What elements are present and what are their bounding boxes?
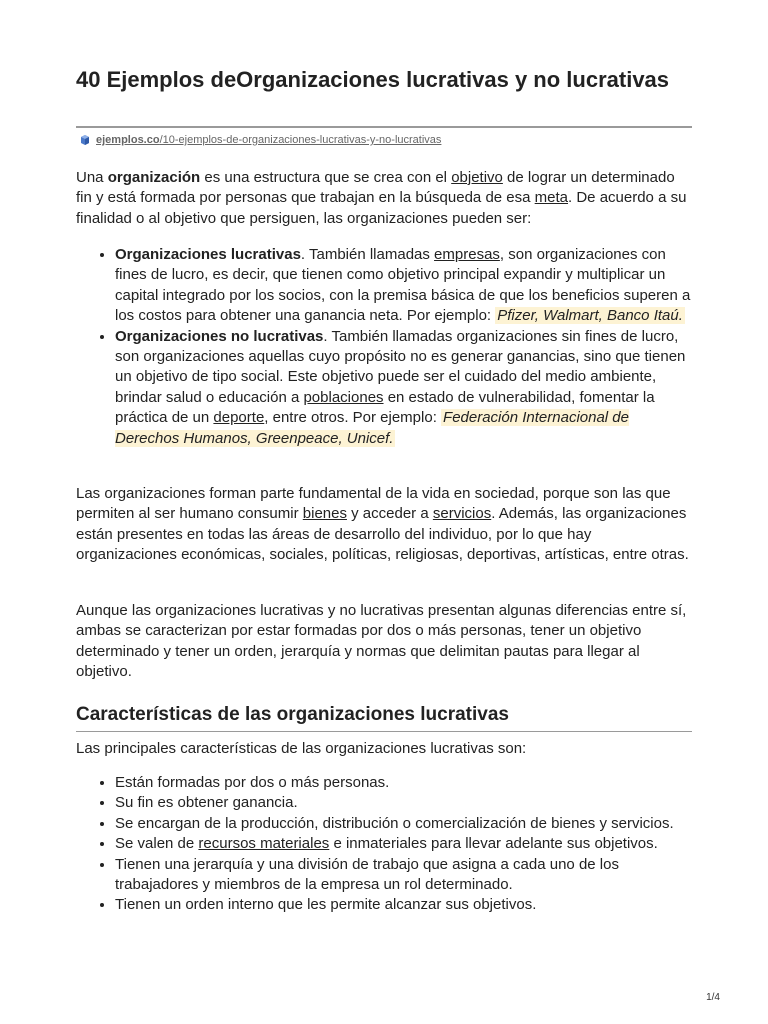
link-servicios[interactable]: servicios xyxy=(432,505,492,523)
organization-types-list-wrap xyxy=(76,245,692,449)
source-domain: ejemplos.co xyxy=(96,134,160,146)
site-favicon-icon xyxy=(78,133,92,147)
para2-text-1: Las organizaciones forman parte fundamental de la vida en sociedad, porque son las que permiten al ser humano consumir xyxy=(76,485,671,523)
source-link[interactable] xyxy=(96,132,441,148)
examples-highlight: Pfizer, Walmart, Banco Itaú. xyxy=(497,307,683,325)
section-intro xyxy=(76,739,692,759)
link-meta[interactable]: meta xyxy=(534,189,569,207)
para2-text-3: . Además, las organizaciones están presentes en todas las áreas de desarrollo del individuo, por lo que hay organizaciones económicas, sociales, políticas, religiosas, deportivas, artísticas, entre otras. xyxy=(76,505,689,564)
para3-text: Aunque las organizaciones lucrativas y no lucrativas presentan algunas diferencias entre sí, ambas se caracterizan por estar formadas por dos o más personas, tener un objetivo determinado y tener un orden, jerarquía y normas que delimitan pautas para llegar al objetivo. xyxy=(76,602,687,681)
bullet-text: en estado de vulnerabilidad, fomentar la práctica de un xyxy=(115,388,655,427)
intro-text-1: Una xyxy=(76,169,108,186)
link-poblaciones[interactable]: poblaciones xyxy=(303,388,384,406)
examples-highlight: Federación Internacional de Derechos Humanos, Greenpeace, Unicef. xyxy=(115,409,629,447)
source-link-row xyxy=(78,132,441,148)
list-item: • Tienen un orden interno que les permite alcanzar sus objetivos. xyxy=(115,895,692,915)
link-deporte[interactable]: deporte xyxy=(213,409,265,427)
page-title: 40 Ejemplos deOrganizaciones lucrativas y no lucrativas xyxy=(76,67,670,92)
item-text: Se valen de xyxy=(115,835,199,853)
term-lucrativas: Organizaciones lucrativas xyxy=(115,246,301,263)
list-item: • Su fin es obtener ganancia. xyxy=(115,793,692,813)
list-item-lucrativas xyxy=(115,245,692,327)
list-item: • Tienen una jerarquía y una división de trabajo que asigna a cada uno de los trabajadores y miembros de la empresa un rol determinado. xyxy=(115,855,692,896)
list-item xyxy=(115,834,692,854)
intro-paragraph xyxy=(76,168,692,229)
section-heading: Características de las organizaciones lucrativas xyxy=(76,704,509,725)
link-bienes[interactable]: bienes xyxy=(302,505,347,523)
bullet-text: , son organizaciones con fines de lucro, es decir, que tienen como objetivo principal expandir y multiplicar un capital integrado por los socios, con la premisa básica de que los beneficios superen a los costos para obtener una ganancia neta. Por ejemplo: xyxy=(115,246,691,325)
section-intro-text: Las principales características de las organizaciones lucrativas son: xyxy=(76,740,527,757)
list-item: • Se encargan de la producción, distribución o comercialización de bienes y servicios. xyxy=(115,814,692,834)
link-objetivo[interactable]: objetivo xyxy=(451,169,503,186)
characteristics-list-wrap xyxy=(76,773,692,916)
organization-types-list xyxy=(76,245,692,449)
item-text: e inmateriales para llevar adelante sus objetivos. xyxy=(329,835,658,853)
characteristics-list xyxy=(76,773,692,916)
page-number: 1/4 xyxy=(706,992,720,1003)
paragraph-2 xyxy=(76,484,692,566)
title-divider xyxy=(76,126,692,128)
source-path: /10-ejemplos-de-organizaciones-lucrativas-y-no-lucrativas xyxy=(159,134,442,146)
intro-text-2: es una estructura que se crea con el xyxy=(200,169,452,186)
list-item-no-lucrativas xyxy=(115,327,692,449)
intro-bold-term: organización xyxy=(107,169,201,186)
para2-text-2: y acceder a xyxy=(346,505,433,523)
list-item: • Están formadas por dos o más personas. xyxy=(115,773,692,793)
intro-text-4: . De acuerdo a su finalidad o al objetivo que persiguen, las organizaciones pueden ser: xyxy=(76,189,687,227)
intro-text-3: de lograr un determinado fin y está formada por personas que trabajan en la búsqueda de esa xyxy=(76,169,675,207)
section-divider xyxy=(76,731,692,732)
paragraph-3 xyxy=(76,601,692,683)
bullet-text: , entre otros. Por ejemplo: xyxy=(264,409,442,427)
bullet-text: . También llamadas organizaciones sin fines de lucro, son organizaciones aquellas cuyo propósito no es generar ganancias, sino que tienen un objetivo de tipo social. Este objetivo puede ser el cuidado del medio ambiente, brindar salud o educación a xyxy=(115,327,686,406)
bullet-text: . También llamadas xyxy=(300,246,435,263)
link-empresas[interactable]: empresas xyxy=(434,246,500,263)
term-no-lucrativas: Organizaciones no lucrativas xyxy=(115,327,324,345)
link-recursos-materiales[interactable]: recursos materiales xyxy=(198,835,330,853)
